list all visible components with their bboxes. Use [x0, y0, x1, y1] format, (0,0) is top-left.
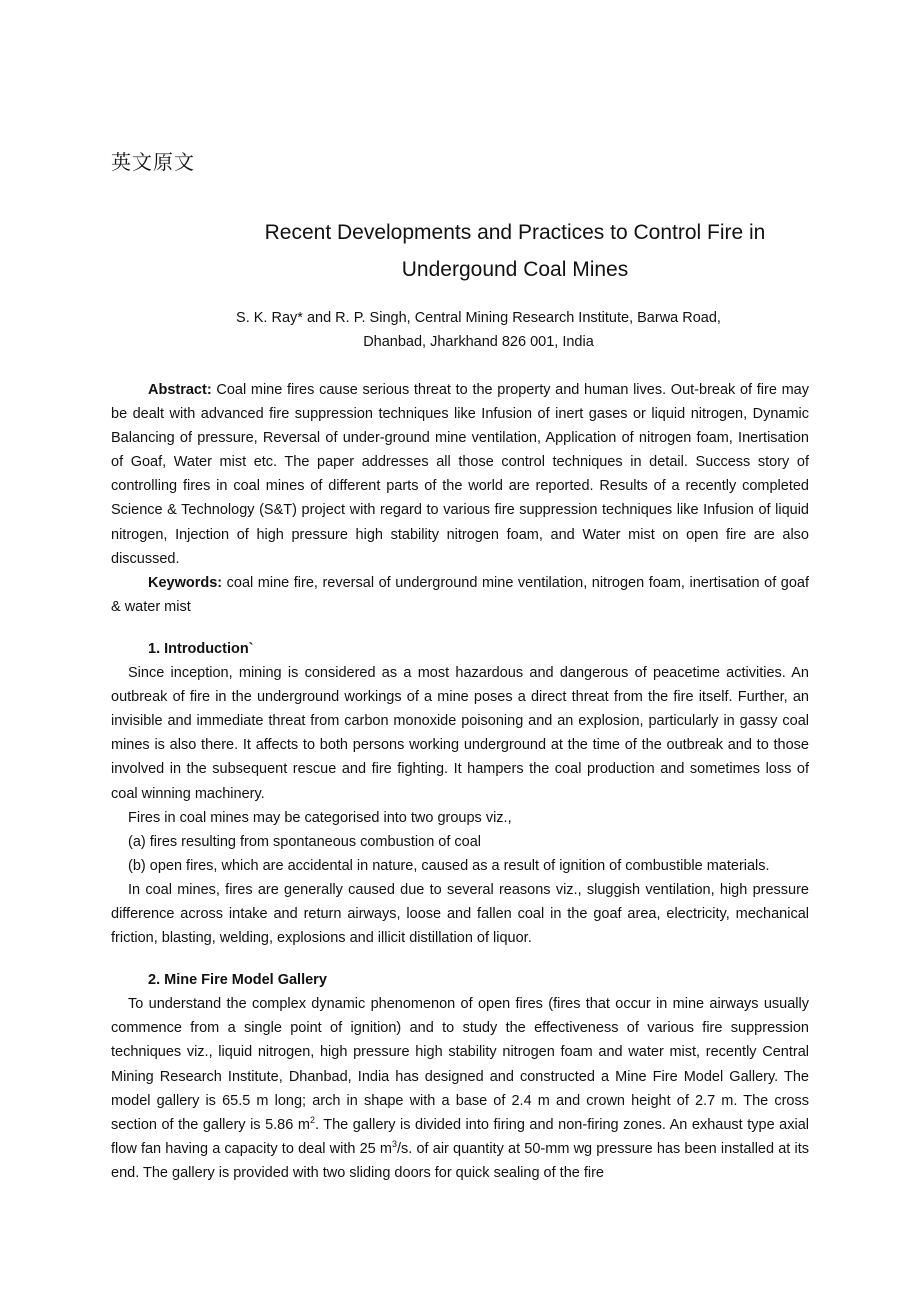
section-2-text-part-1: To understand the complex dynamic phenomenon of open fires (fires that occur in mine airways usually commence from a single point of ignition) and to study the effectiveness of various fire suppression techniques viz., liquid nitrogen, high pressure high stability nitrogen foam and water mist, recently Central Mining Research Institute, Dhanbad, India has designed and constructed a Mine Fire Model Gallery. The model gallery is 65.5 m long; arch in shape with a base of 2.4 m and crown height of 2.7 m. The cross section of the gallery is 5.86 m — [111, 996, 809, 1133]
list-item-b: (b) open fires, which are accidental in nature, caused as a result of ignition of combustible materials. — [128, 857, 770, 874]
section-1-paragraph-3: In coal mines, fires are generally caused due to several reasons viz., sluggish ventilation, high pressure difference across intake and return airways, loose and fallen coal in the goaf area, electricity, mechanical friction, blasting, welding, explosions and illicit distillation of liquor. — [111, 881, 809, 947]
section-1-paragraph-1: Since inception, mining is considered as a most hazardous and dangerous of peacetime activities. An outbreak of fire in the underground workings of a mine poses a direct threat from the fire itself. Further, an invisible and immediate threat from carbon monoxide poisoning and an explosion, particularly in gassy coal mines is also there. It affects to both persons working underground at the time of the outbreak and to those involved in the subsequent rescue and fire fighting. It hampers the coal production and sometimes loss of coal winning machinery. — [111, 665, 809, 802]
paper-body — [111, 378, 809, 1185]
superscript-3: 3 — [392, 1138, 398, 1149]
section-1-paragraph-2: Fires in coal mines may be categorised into two groups viz., — [128, 809, 512, 826]
spacer — [111, 619, 809, 637]
superscript-2: 2 — [309, 1114, 315, 1125]
section-2-text-part-2: . The gallery is divided into firing and non-firing zones. An exhaust type axial flow fan having a capacity to deal with 25 m — [111, 1116, 809, 1157]
keywords-label: Keywords: — [148, 574, 223, 591]
paper-title — [140, 214, 890, 288]
author-affiliation — [111, 306, 846, 354]
section-2-text-part-3: /s. of air quantity at 50-mm wg pressure has been installed at its end. The gallery is provided with two sliding doors for quick sealing of the fire — [111, 1140, 809, 1181]
authors-line-1: S. K. Ray* and R. P. Singh, Central Mining Research Institute, Barwa Road, — [236, 310, 721, 326]
title-line-1: Recent Developments and Practices to Control Fire in — [264, 221, 766, 244]
authors-line-2: Dhanbad, Jharkhand 826 001, India — [363, 334, 594, 350]
abstract-text: Coal mine fires cause serious threat to the property and human lives. Out-break of fire may be dealt with advanced fire suppression techniques like Infusion of inert gases or liquid nitrogen, Dynamic Balancing of pressure, Reversal of under-ground mine ventilation, Application of nitrogen foam, Inertisation of Goaf, Water mist etc. The paper addresses all those control techniques in detail. Success story of controlling fires in coal mines of different parts of the world are reported. Results of a recently completed Science & Technology (S&T) project with regard to various fire suppression techniques like Infusion of liquid nitrogen, Injection of high pressure high stability nitrogen foam, and Water mist on open fire are also discussed. — [111, 382, 809, 567]
section-2-paragraph-1 — [111, 992, 809, 1185]
abstract-paragraph — [111, 378, 809, 571]
title-line-2: Undergound Coal Mines — [401, 258, 629, 281]
keywords-text: coal mine fire, reversal of underground mine ventilation, nitrogen foam, inertisation of goaf & water mist — [111, 574, 809, 615]
section-1-heading: 1. Introduction` — [148, 640, 254, 657]
section-2-heading: 2. Mine Fire Model Gallery — [148, 972, 327, 989]
keywords-paragraph — [111, 571, 809, 619]
document-heading: 英文原文 — [111, 150, 195, 174]
list-item-a: (a) fires resulting from spontaneous combustion of coal — [128, 833, 482, 850]
spacer — [111, 950, 809, 968]
abstract-label: Abstract: — [148, 382, 212, 398]
